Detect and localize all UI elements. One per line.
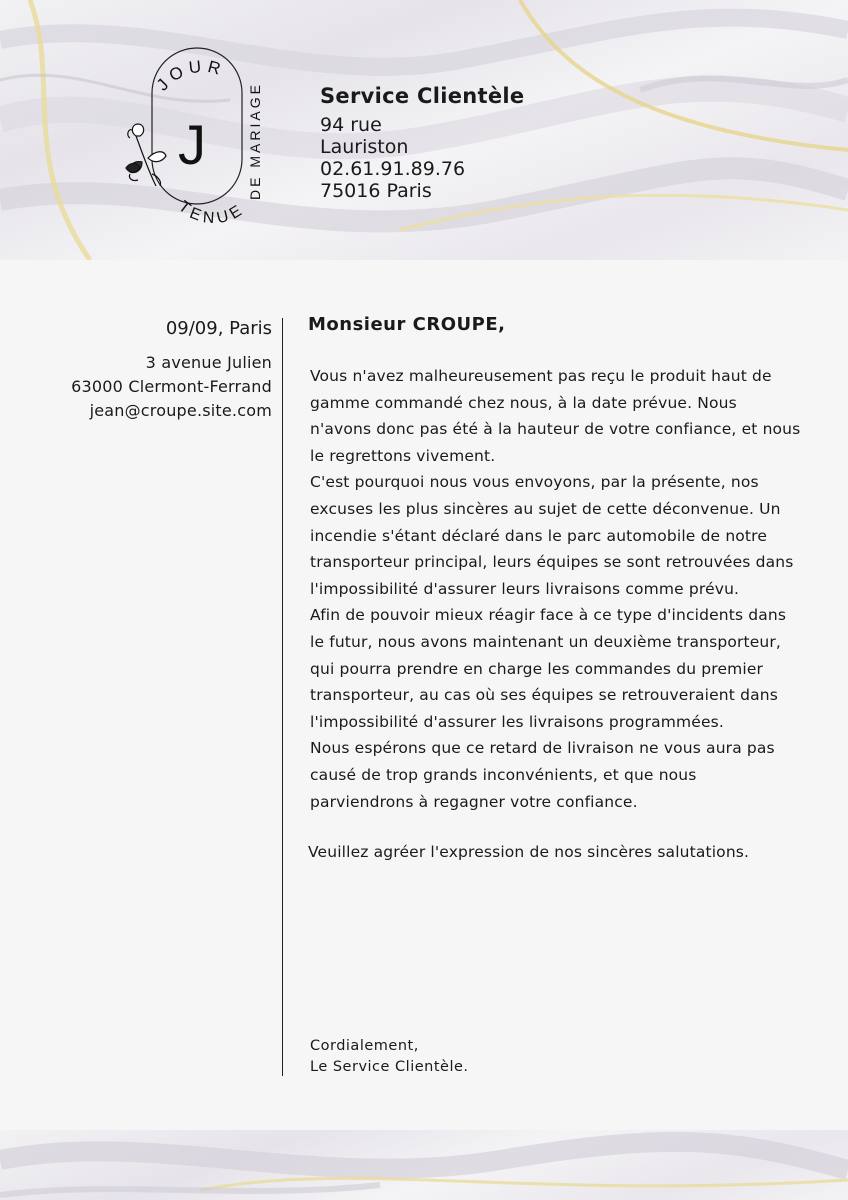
logo-top-text: JOUR xyxy=(152,56,228,95)
brand-logo xyxy=(112,40,282,240)
logo-bottom-text: TENUE xyxy=(175,198,249,228)
recipient-email: jean@croupe.site.com xyxy=(89,401,272,420)
marble-footer-background xyxy=(0,1130,848,1200)
paragraph: Vous n'avez malheureusement pas reçu le produit haut de gamme commandé chez nous, à la date prévue. Nous n'avons donc pas été à la hauteur de votre confiance, et nous le regrettons vivement. xyxy=(310,367,801,465)
sender-address-line2: Lauriston xyxy=(320,136,409,158)
sender-phone: 02.61.91.89.76 xyxy=(320,158,466,180)
sender-title: Service Clientèle xyxy=(320,84,525,108)
signoff-line1: Cordialement, xyxy=(310,1038,419,1054)
svg-text:DE MARIAGE xyxy=(247,82,263,200)
signoff-line2: Le Service Clientèle. xyxy=(310,1059,469,1075)
logo-side-text: DE MARIAGE xyxy=(247,82,263,200)
sender-address-line1: 94 rue xyxy=(320,114,382,136)
recipient-block xyxy=(20,318,272,423)
logo-initial: J xyxy=(178,113,206,176)
salutation: Monsieur CROUPE, xyxy=(308,314,506,335)
paragraph: Afin de pouvoir mieux réagir face à ce type d'incidents dans le futur, nous avons maintenant un deuxième transporteur, qui pourra prendre en charge les commandes du premier transporteur, au cas où ses équipes se retrouveraient dans l'impossibilité d'assurer les livraisons programmées. xyxy=(310,606,787,731)
letter-body xyxy=(308,314,808,861)
sender-block xyxy=(320,84,620,202)
letter-paragraphs xyxy=(310,363,802,815)
closing-formula: Veuillez agréer l'expression de nos sincères salutations. xyxy=(308,843,750,862)
recipient-city: 63000 Clermont-Ferrand xyxy=(71,377,272,396)
date-place: 09/09, Paris xyxy=(165,318,272,339)
paragraph: Nous espérons que ce retard de livraison ne vous aura pas causé de trop grands inconvénients, et que nous parviendrons à regagner votre confiance. xyxy=(310,739,775,811)
signoff xyxy=(310,1036,469,1078)
sender-city: 75016 Paris xyxy=(320,180,432,202)
paragraph: C'est pourquoi nous vous envoyons, par la présente, nos excuses les plus sincères au sujet de cette déconvenue. Un incendie s'étant déclaré dans le parc automobile de notre transporteur principal, leurs équipes se sont retrouvées dans l'impossibilité d'assurer leurs livraisons comme prévu. xyxy=(310,473,794,598)
recipient-street: 3 avenue Julien xyxy=(145,353,272,372)
svg-text:TENUE xyxy=(175,198,248,227)
flower-icon xyxy=(126,124,166,186)
vertical-divider xyxy=(282,318,283,1076)
